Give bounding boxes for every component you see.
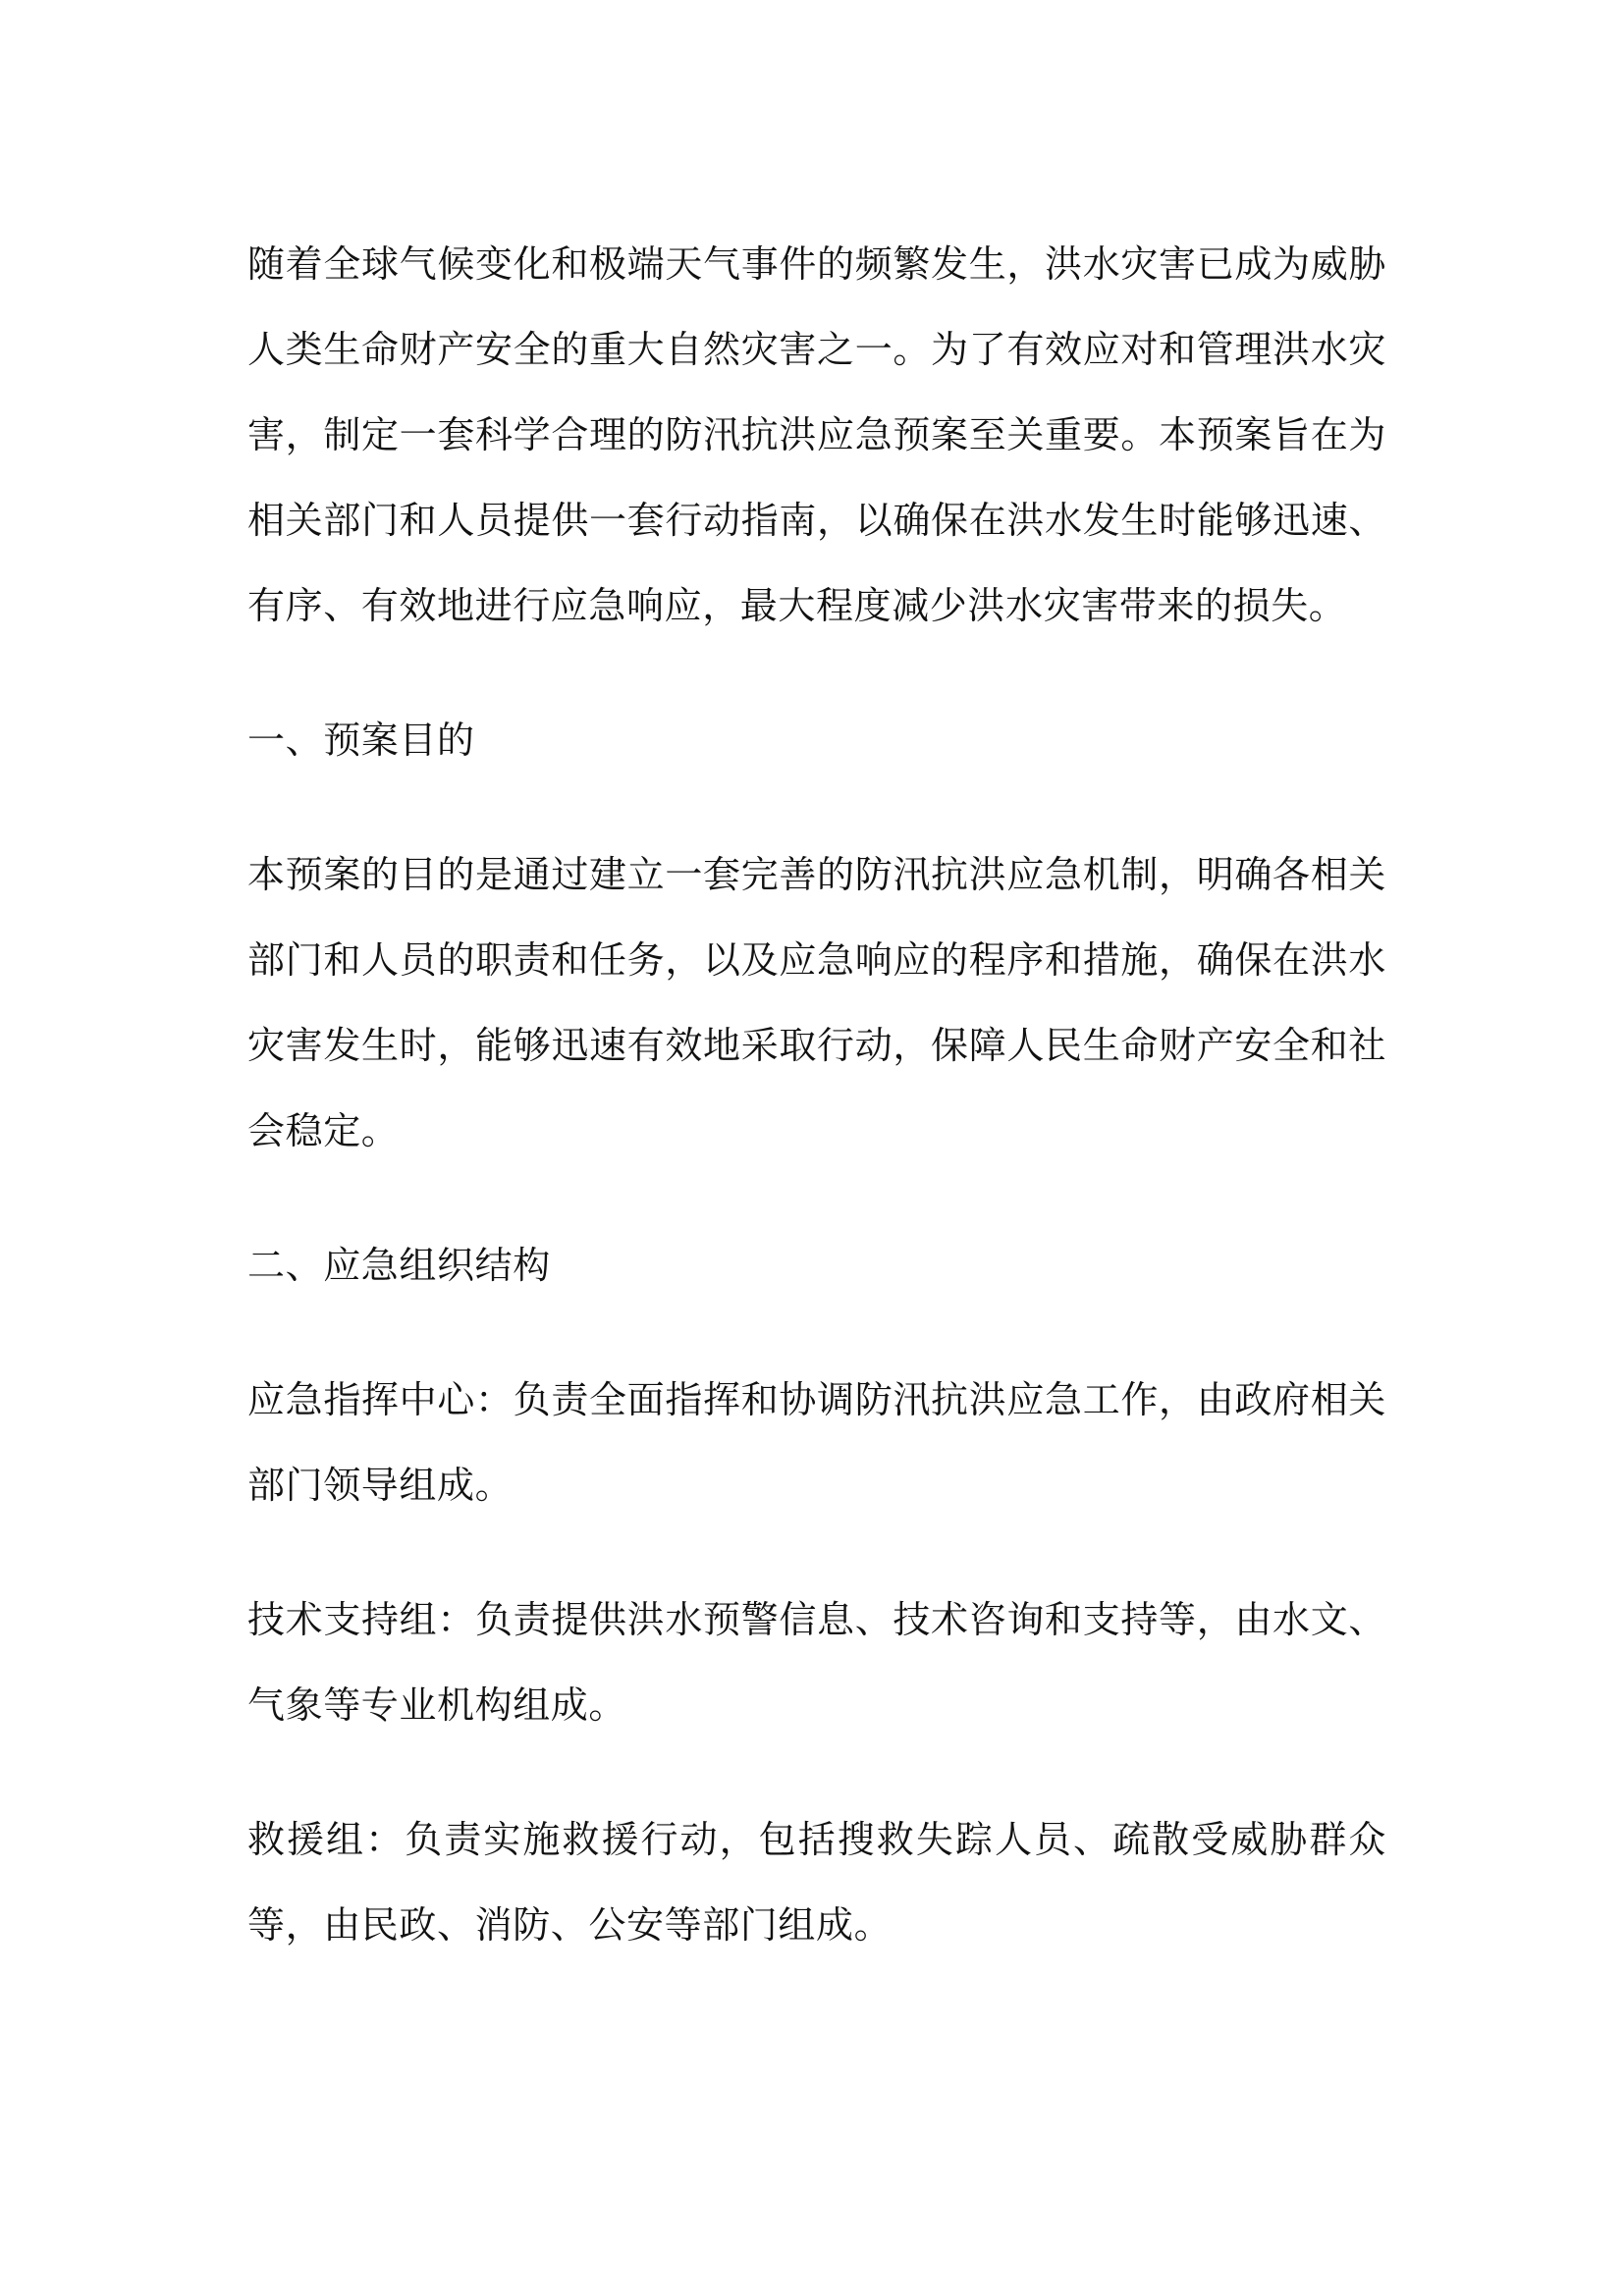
spacer [247,1174,1386,1223]
purpose-paragraph: 本预案的目的是通过建立一套完善的防汛抗洪应急机制，明确各相关部门和人员的职责和任务，以及应急响应的程序和措施，确保在洪水灾害发生时，能够迅速有效地采取行动，保障人民生命财产安全和社会稳定。 [247,853,1386,1152]
spacer [247,1528,1386,1577]
section-heading-organization: 二、应急组织结构 [247,1244,551,1287]
organization-item-rescue: 救援组：负责实施救援行动，包括搜救失踪人员、疏散受威胁群众等，由民政、消防、公安等部门组成。 [247,1818,1386,1947]
organization-item-command-center: 应急指挥中心：负责全面指挥和协调防汛抗洪应急工作，由政府相关部门领导组成。 [247,1378,1386,1507]
spacer [247,1308,1386,1358]
spacer [247,649,1386,698]
section-heading-purpose: 一、预案目的 [247,719,475,762]
spacer [247,783,1386,832]
intro-paragraph: 随着全球气候变化和极端天气事件的频繁发生，洪水灾害已成为威胁人类生命财产安全的重大自然灾害之一。为了有效应对和管理洪水灾害，制定一套科学合理的防汛抗洪应急预案至关重要。本预案旨在为相关部门和人员提供一套行动指南，以确保在洪水发生时能够迅速、有序、有效地进行应急响应，最大程度减少洪水灾害带来的损失。 [247,242,1386,627]
organization-item-tech-support: 技术支持组：负责提供洪水预警信息、技术咨询和支持等，由水文、气象等专业机构组成。 [247,1598,1386,1727]
document-body [247,222,1386,1968]
spacer [247,1748,1386,1797]
